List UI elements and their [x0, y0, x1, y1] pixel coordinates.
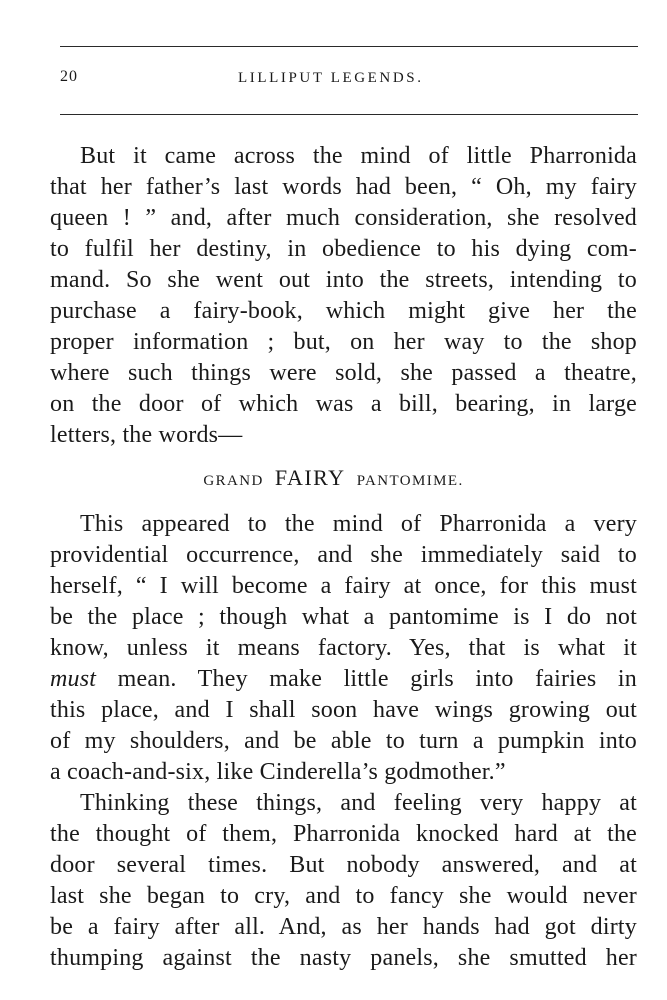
text-line: Thinking these things, and feeling very happy at	[80, 790, 637, 816]
text-line: proper information ; but, on her way to the shop	[50, 329, 637, 355]
text-line: door several times. But nobody answered, and at	[50, 852, 637, 878]
line-rest: mean. They make little girls into fairies in	[96, 666, 637, 692]
text-line: letters, the words—	[50, 422, 243, 448]
running-head-title: LILLIPUT LEGENDS.	[238, 70, 424, 86]
text-line: know, unless it means factory. Yes, that is what it	[50, 635, 637, 661]
text-line: thumping against the nasty panels, she smutted her	[50, 945, 637, 971]
text-line: where such things were sold, she passed a theatre,	[50, 360, 637, 386]
header-bottom-rule	[60, 114, 638, 115]
text-line: be the place ; though what a pantomime is I do not	[50, 604, 637, 630]
text-line: the thought of them, Pharronida knocked hard at the	[50, 821, 637, 847]
heading-word-fairy: FAIRY	[274, 465, 346, 490]
text-line: that her father’s last words had been, “ Oh, my fairy	[50, 174, 637, 200]
heading-word-pantomime: PANTOMIME.	[356, 473, 464, 489]
text-line: be a fairy after all. And, as her hands had got dirty	[50, 914, 637, 940]
text-line: this place, and I shall soon have wings growing out	[50, 697, 637, 723]
text-line: to fulfil her destiny, in obedience to his dying com-	[50, 236, 637, 262]
text-line: herself, “ I will become a fairy at once, for this must	[50, 573, 637, 599]
page-number: 20	[60, 68, 78, 85]
text-line: queen ! ” and, after much consideration, she resolved	[50, 205, 637, 231]
text-line: purchase a fairy-book, which might give her the	[50, 298, 637, 324]
text-line: But it came across the mind of little Pharronida	[80, 143, 637, 169]
text-line	[50, 664, 637, 694]
text-line: This appeared to the mind of Pharronida a very	[80, 511, 637, 537]
heading-word-grand: GRAND	[203, 473, 264, 489]
text-line: providential occurrence, and she immediately said to	[50, 542, 637, 568]
italic-word: must	[50, 666, 97, 692]
text-line: mand. So she went out into the streets, intending to	[50, 267, 637, 293]
text-line: a coach-and-six, like Cinderella’s godmother.”	[50, 759, 506, 785]
text-line: last she began to cry, and to fancy she would never	[50, 883, 637, 909]
text-line: on the door of which was a bill, bearing, in large	[50, 391, 637, 417]
text-line: of my shoulders, and be able to turn a pumpkin into	[50, 728, 637, 754]
header-top-rule	[60, 46, 638, 47]
bill-heading	[0, 463, 667, 496]
